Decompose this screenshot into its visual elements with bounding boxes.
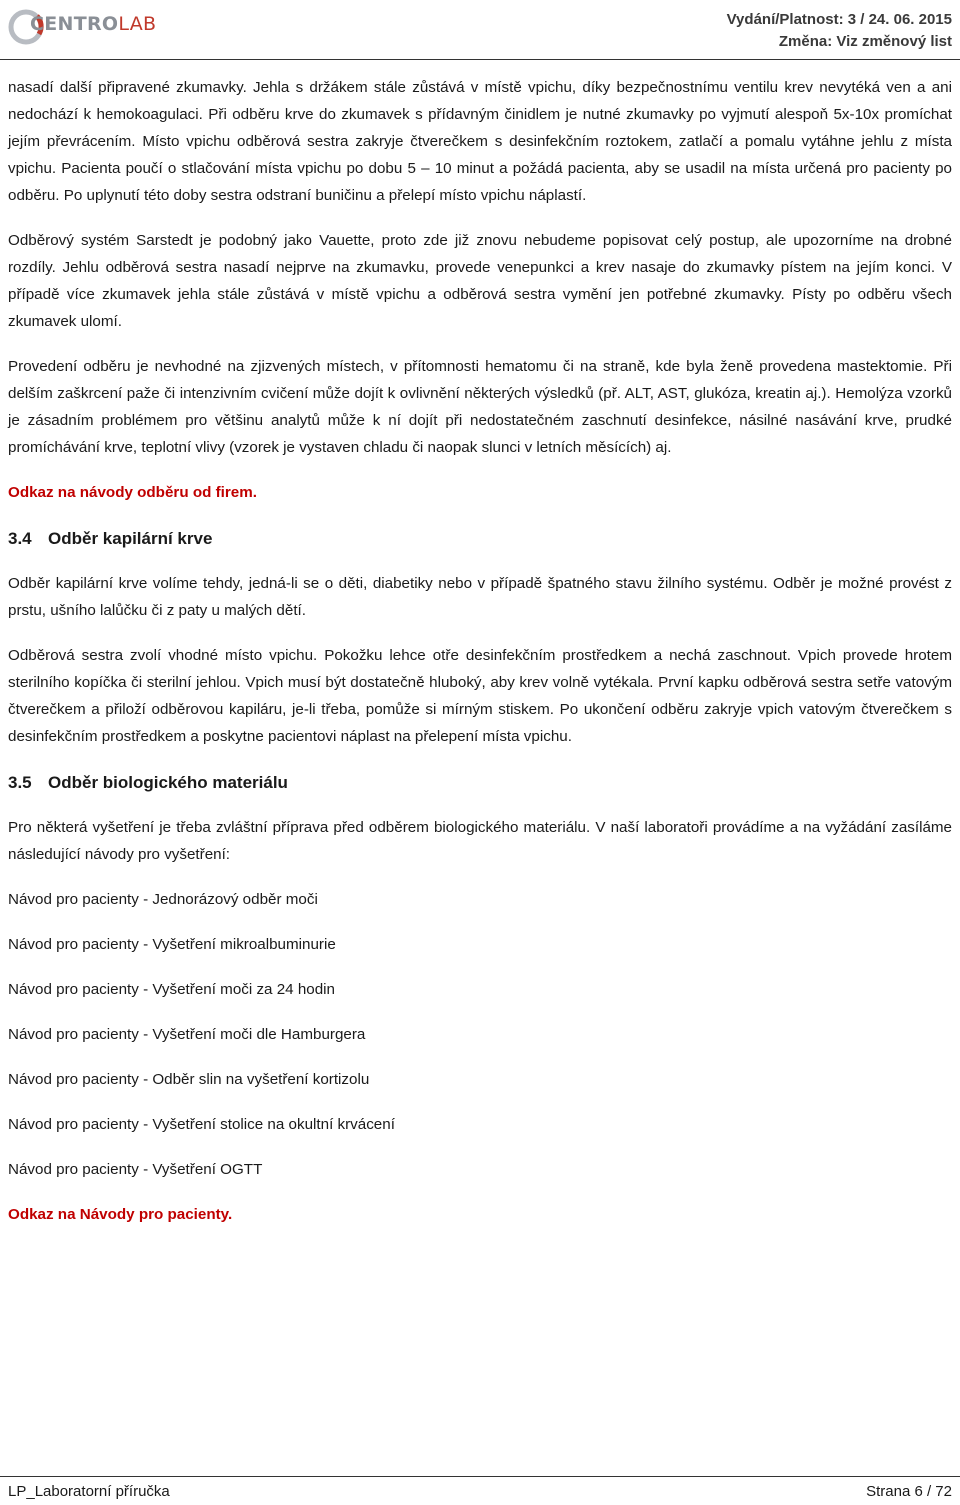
- link-manufacturer-guides[interactable]: Odkaz na návody odběru od firem.: [8, 484, 257, 501]
- footer-document-name: LP_Laboratorní příručka: [8, 1483, 170, 1500]
- section-heading-3-5: 3.5 Odběr biologického materiálu: [8, 773, 288, 792]
- header-divider: [0, 59, 960, 60]
- change-line: Změna: Viz změnový list: [778, 33, 952, 50]
- page-header: [0, 0, 960, 62]
- version-line: Vydání/Platnost: 3 / 24. 06. 2015: [726, 11, 952, 28]
- guide-item: Návod pro pacienty - Vyšetření moči za 24 hodin: [8, 981, 335, 998]
- paragraph-biological-material: Pro některá vyšetření je třeba zvláštní příprava před odběrem biologického materiálu. V naší laboratoři provádíme a na vyžádání zasíláme následující návody pro vyšetření:: [8, 819, 952, 863]
- paragraph-sarstedt: Odběrový systém Sarstedt je podobný jako Vauette, proto zde již znovu nebudeme popisovat celý postup, ale upozorníme na drobné rozdíly. Jehlu odběrová sestra nasadí nejprve na zkumavku, provede venepunkci a krev nasaje do zkumavky pístem na jejím konci. V případě více zkumavek jehla stále zůstává v místě vpichu a odběrová sestra vymění jen potřebné zkumavky. Písty po odběru všech zkumavek ulomí.: [8, 232, 952, 330]
- paragraph-contraindications: Provedení odběru je nevhodné na zjizvených místech, v přítomnosti hematomu či na straně, kde byla ženě provedena mastektomie. Při delším zaškrcení paže či intenzivním cvičení může dojít k ovlivnění některých výsledků (př. ALT, AST, glukóza, kreatin aj.). Hemolýza vzorků je zásadním problémem pro většinu analytů může k ní dojít při nedostatečném zaschnutí desinfekce, násilné nasávání krve, prudké promíchávání krve, teplotní vlivy (vzorek je vystaven chladu či naopak slunci v letních měsících) aj.: [8, 358, 952, 456]
- page-content: [8, 74, 952, 1228]
- footer-divider: [0, 1476, 960, 1477]
- guide-item: Návod pro pacienty - Vyšetření moči dle Hamburgera: [8, 1026, 366, 1043]
- guide-item: Návod pro pacienty - Jednorázový odběr moči: [8, 891, 318, 908]
- paragraph-capillary-indication: Odběr kapilární krve volíme tehdy, jedná-li se o děti, diabetiky nebo v případě špatného stavu žilního systému. Odběr je možné provést z prstu, ušního lalůčku či z paty u malých dětí.: [8, 575, 952, 619]
- guide-item: Návod pro pacienty - Vyšetření stolice na okultní krvácení: [8, 1116, 395, 1133]
- document-version-info: [727, 9, 952, 53]
- guide-item: Návod pro pacienty - Vyšetření mikroalbuminurie: [8, 936, 336, 953]
- link-patient-guides[interactable]: Odkaz na Návody pro pacienty.: [8, 1206, 233, 1223]
- footer-page-number: Strana 6 / 72: [866, 1483, 952, 1500]
- logo-wordmark: CENTROLAB: [30, 13, 157, 35]
- paragraph-capillary-procedure: Odběrová sestra zvolí vhodné místo vpichu. Pokožku lehce otře desinfekčním prostředkem a nechá zaschnout. Vpich provede hrotem sterilního kopíčka či sterilní jehlou. Vpich musí být dostatečně hluboký, aby krev volně vytékala. První kapku odběrová sestra setře vatovým čtverečkem a přiloží odběrovou kapiláru, je-li třeba, pomůže si mírným stiskem. Po ukončení odběru zakryje vpich vatovým čtverečkem s desinfekčním prostředkem a poskytne pacientovi náplast na přelepení místa vpichu.: [8, 647, 952, 745]
- section-heading-3-4: 3.4 Odběr kapilární krve: [8, 529, 213, 548]
- paragraph-vacuette-continued: nasadí další připravené zkumavky. Jehla s držákem stále zůstává v místě vpichu, díky bezpečnostnímu ventilu krev nevytéká ven a ani nedochází k hemokoagulaci. Při odběru krve do zkumavek s přídavným činidlem je nutné zkumavky po vyjmutí alespoň 5x-10x promíchat jejím převrácením. Místo vpichu odběrová sestra zakryje čtverečkem s desinfekčním roztokem, zatlačí a pomalu vytáhne jehlu z místa vpichu. Pacienta poučí o stlačování místa vpichu po dobu 5 – 10 minut a požádá pacienta, aby se usadil na místa určená pro pacienty po odběru. Po uplynutí této doby sestra odstraní buničinu a přelepí místo vpichu náplastí.: [8, 79, 952, 204]
- guide-item: Návod pro pacienty - Odběr slin na vyšetření kortizolu: [8, 1071, 370, 1088]
- guide-item: Návod pro pacienty - Vyšetření OGTT: [8, 1161, 263, 1178]
